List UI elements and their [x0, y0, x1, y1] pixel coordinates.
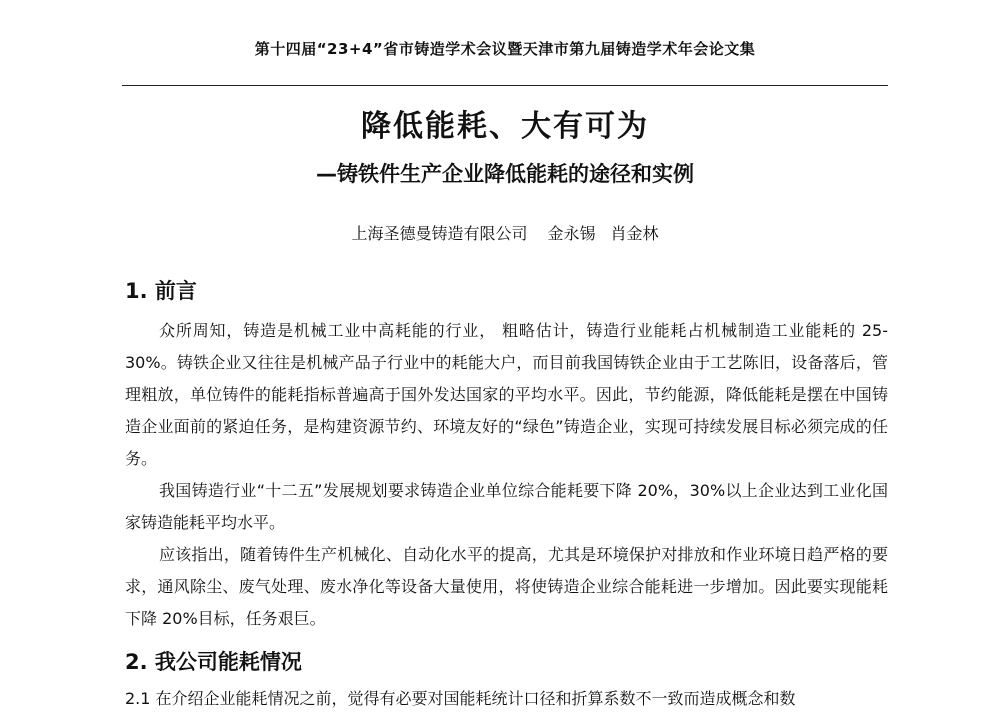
header-rule — [122, 85, 888, 86]
affiliation: 上海圣德曼铸造有限公司 — [351, 224, 528, 243]
authors: 金永锡 肖金林 — [547, 224, 659, 243]
section-heading-energy: 2. 我公司能耗情况 — [125, 650, 302, 674]
paragraph: 众所周知，铸造是机械工业中高耗能的行业， 粗略估计，铸造行业能耗占机械制造工业能耗的 25-30%。铸铁企业又往往是机械产品子行业中的耗能大户，而目前我国铸铁企业由于工艺陈旧，设备落后，管理粗放，单位铸件的能耗指标普遍高于国外发达国家的平均水平。因此，节约能源，降低能耗是摆在中国铸造企业面前的紧迫任务，是构建资源节约、环境友好的“绿色”铸造企业，实现可持续发展目标必须完成的任务。 — [125, 321, 888, 468]
paragraph: 我国铸造行业“十二五”发展规划要求铸造企业单位综合能耗要下降 20%，30%以上企业达到工业化国家铸造能耗平均水平。 — [125, 481, 888, 532]
author-line — [122, 221, 888, 244]
paragraph: 应该指出，随着铸件生产机械化、自动化水平的提高，尤其是环境保护对排放和作业环境日趋严格的要求，通风除尘、废气处理、废水净化等设备大量使用，将使铸造企业综合能耗进一步增加。因此要实现能耗下降 20%目标，任务艰巨。 — [125, 545, 888, 628]
section-heading-introduction: 1. 前言 — [125, 279, 197, 303]
paragraph: 2.1 在介绍企业能耗情况之前，觉得有必要对国能耗统计口径和折算系数不一致而造成概念和数 — [125, 689, 796, 708]
running-header: 第十四届“23+4”省市铸造学术会议暨天津市第九届铸造学术年会论文集 — [254, 40, 756, 58]
paper-title: 降低能耗、大有可为 — [361, 109, 649, 144]
paper-subtitle: —铸铁件生产企业降低能耗的途径和实例 — [316, 162, 694, 186]
